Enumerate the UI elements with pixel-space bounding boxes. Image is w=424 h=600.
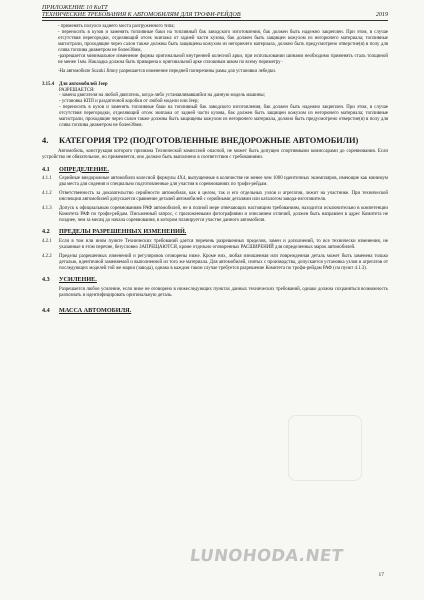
section-number: 4. [42, 135, 49, 145]
list-item: - замена двигателя на любой двигатель, когда-либо устанавливавшийся на данную модель машины; [59, 93, 266, 99]
section-title: Для автомобилей Jeep [59, 81, 108, 87]
clause-4-1-3 [42, 206, 388, 224]
intro-list [42, 24, 388, 74]
section-title: МАССА АВТОМОБИЛЯ. [59, 306, 132, 314]
page-header [42, 5, 388, 19]
header-year: 2019 [375, 12, 388, 18]
section-number: 4.1 [42, 165, 50, 173]
watermark: LUNOHODA.NET [188, 546, 345, 565]
clause-text: Серийные внедорожные автомобили колесной формулы 4Х4, выпущенные в количестве не менее чем 1000 идентичных экземпляров, имеющие как минимум два места для сидения и специально подготовленные для участия в соревнованиях по трофи-рейдам. [59, 176, 388, 188]
header-rule [42, 20, 388, 21]
section-4-4-heading [42, 307, 388, 314]
clause-text: Допуск к официальным соревнованиям РАФ автомобилей, не в полной мере отвечающих настоящим требованиям, находится исключительно в компетенции Комитета РАФ по трофи-рейдам. Письменный запрос, с приложенными фотографиями и описанием отличий, должен быть направлен в адрес Комитета не позднее, чем за месяц до начала соревнования, в котором планируется участие данного автомобиля. [59, 205, 388, 223]
section-4-heading [42, 136, 388, 146]
section-number: 3.15.4 [42, 81, 55, 87]
page-number: 17 [378, 572, 384, 578]
section-title: КАТЕГОРИЯ ТР2 (ПОДГОТОВЛЕННЫЕ ВНЕДОРОЖНЫЕ АВТОМОБИЛИ) [59, 135, 359, 145]
intro-item: - применять полуоси заднего моста разгруженного типа; [58, 24, 175, 30]
intro-item: - переносить в кузов и заменять топливные баки на топливный бак заводского изготовления, бак должен быть надежно закреплен. При этом, в случае отсутствия перегородки, отделяющий отсек экипажа от задней части кузова, бак должен быть защищен кожухом из негорючего материала; топливные магистрали, проходящие через салон также должны быть защищены кожухом из негорючего материала, должно быть предусмотрено отверстие(я) в полу для слива топлива диаметром не более30мм, [58, 30, 388, 54]
faded-stamp [288, 415, 362, 481]
clause-number: 4.2.1 [42, 238, 52, 244]
clause-text: Пределы разрешенных изменений и регулировок оговорены ниже. Кроме них, любая изношенная или поврежденная деталь может быть заменена только деталью, идентичной заменяемой и выполненной из того же материала. Для автомобилей, снятых с производства, допускается установка узлов и агрегатов от последующих моделей той же марки (завода), однако в каждом таком случае требуется разрешение Комитета по трофи-рейдам РАФ (см пункт 4.1.3). [59, 253, 388, 271]
section-4-3-heading [42, 276, 388, 283]
clause-text: Если в том или ином пункте Технических требований дается перечень разрешенных пределов, замен и дополнений, то все технически изменения, не указанные в этом перечне, безусловно ЗАПРЕЩАЮТСЯ, кроме отдельно оговоренных РАСШИРЕНИЙ для определенных марок автомобилей. [59, 238, 388, 250]
section-number: 4.3 [42, 276, 50, 284]
clause-4-1-2 [42, 191, 388, 203]
intro-item: -На автомобиле Suzuki Jimny разрешается изменение передней поперечины рамы для установки лебедки. [58, 68, 277, 74]
clause-number: 4.1.2 [42, 190, 52, 196]
section-number: 4.2 [42, 228, 50, 236]
section-4-3-text: Разрешается любое усиление, если иное не оговорено в нижеследующих пунктах данных технических требований, однако должна сохраняться возможность разпознать и идентифицировать оригинальную деталь. [59, 286, 388, 298]
clause-number: 4.1.1 [42, 176, 52, 182]
clause-4-2-2 [42, 254, 388, 272]
section-4-intro: Автомобиль, конструкция которого признана Технической комиссией опасной, не может быть допущен спортивными комиссарами до соревнования. Если устройство не обязательное, но применяется, оно должно быть выполнено в соответствии с требованиями. [42, 148, 388, 160]
section-number: 4.4 [42, 306, 50, 314]
section-3-15-4 [42, 82, 388, 129]
intro-item: -разрешается минимальное изменение формы оригинальной внутренней колесной арки, при использовании шинами необходимо применять сталь толщиной не менее 1мм. Накладка должна быть приварена к оригинальной арке сплошным швом по всему периметру · [58, 53, 388, 65]
clause-text: Ответственность за доказательство серийности автомобиля, как в целом, так и его отдельных узлов и агрегатов, лежит на участнике. При технической инспекции автомобилей допускается сравнение деталей автомобилей с серийными деталями или каталогом завода-изготовителя. [59, 190, 388, 202]
section-title: УСИЛЕНИЕ. [59, 276, 97, 284]
section-title: ПРЕДЕЛЫ РАЗРЕШЕННЫХ ИЗМЕНЕНИЙ. [59, 228, 187, 236]
list-item: - установка КПП и раздаточной коробки от любой модели или Jeep; [59, 99, 199, 105]
section-title: ОПРЕДЕЛЕНИЕ. [59, 165, 109, 173]
section-4-2-heading [42, 228, 388, 235]
header-line-1: ПРИЛОЖЕНИЕ 10 КиТТ [42, 5, 108, 11]
clause-number: 4.1.3 [42, 205, 52, 211]
clause-4-2-1 [42, 239, 388, 251]
allowed-label: РАЗРЕШАЕТСЯ: [59, 87, 95, 93]
section-4-1-heading [42, 166, 388, 173]
clause-4-1-1 [42, 176, 388, 188]
header-line-2: ТЕХНИЧЕСКИЕ ТРЕБОВАНИЯ К АВТОМОБИЛЯМ ДЛЯ ТРОФИ-РЕЙДОВ [42, 12, 241, 19]
clause-number: 4.2.2 [42, 253, 52, 259]
list-item: - переносить в кузов и заменять топливные баки на топливный бак заводского изготовления, бак должен быть надежно закреплен. При этом, в случае отсутствия перегородки, отделяющий отсек экипажа от задней части кузова, бак должен быть защищен кожухом из негорючего материала; топливные магистрали, проходящие через салон также должны быть защищены кожухом из негорючего материала, должно быть предусмотрено отверстие(я) в полу для слива топлива диаметром не более30мм. [59, 105, 388, 128]
